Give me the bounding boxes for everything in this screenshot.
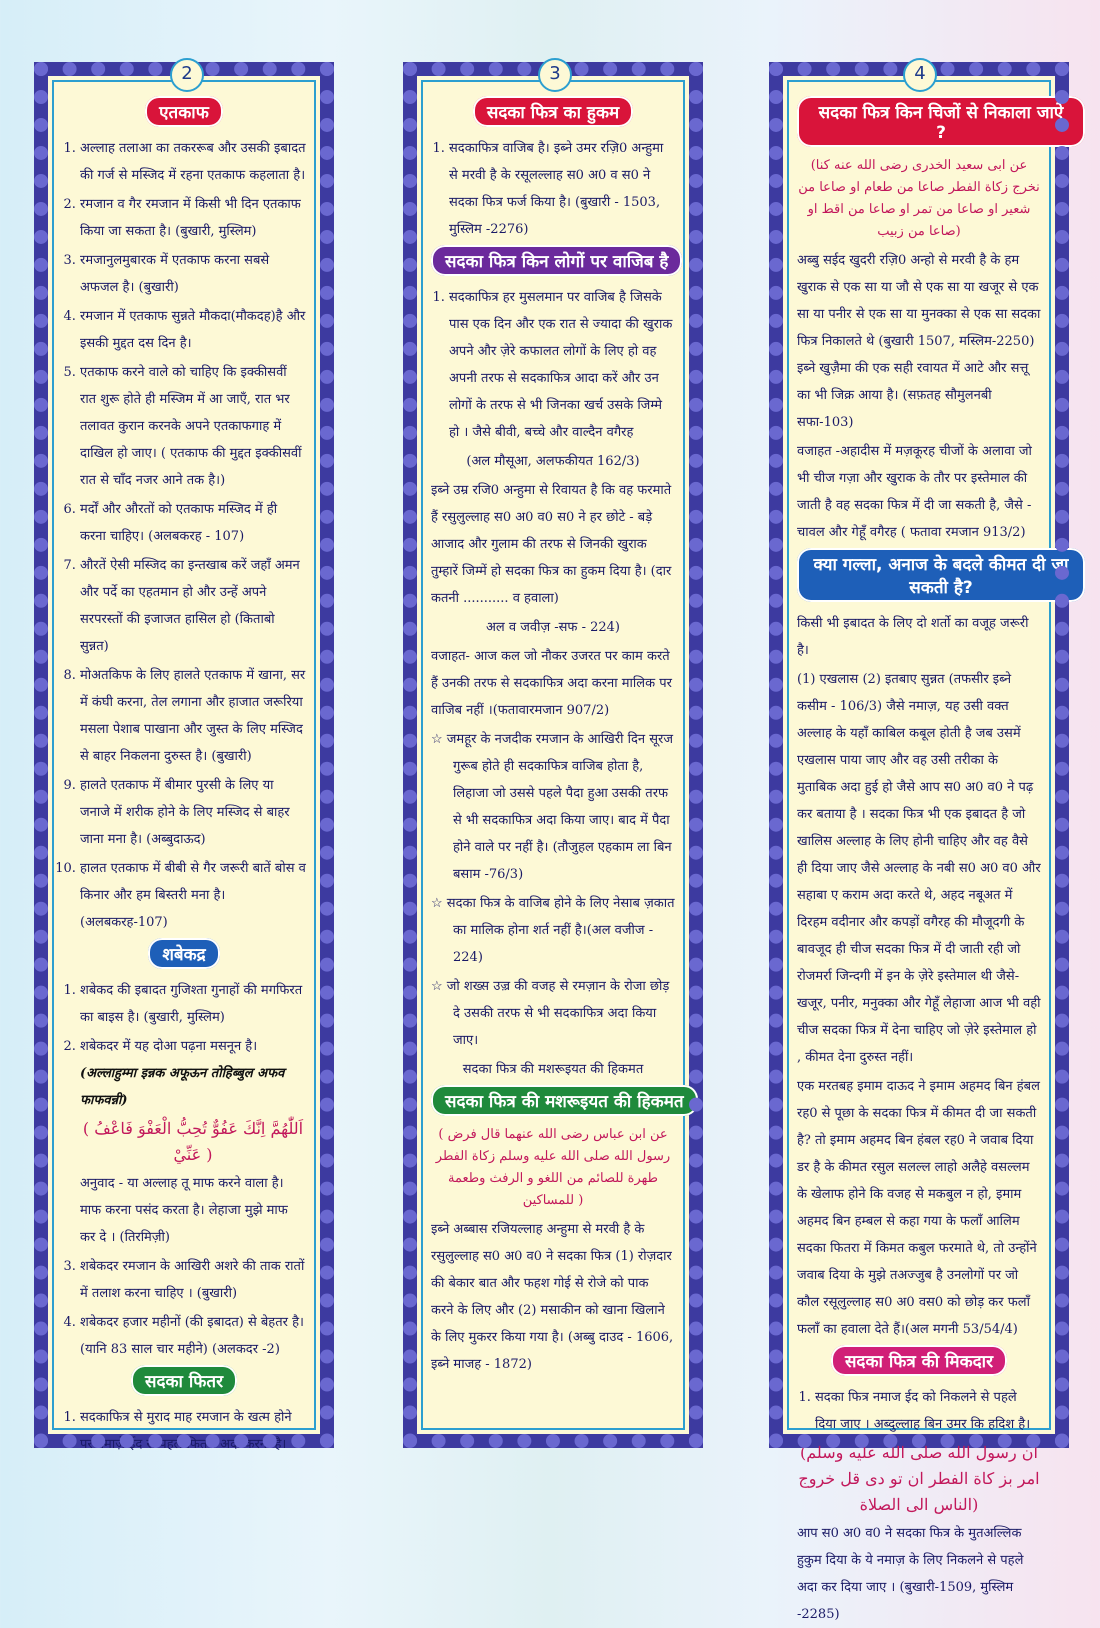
etekaf-list [62, 135, 306, 936]
paragraph: इब्ने उम्र रजि0 अन्हुमा से रिवायत है कि वह फरमाते हैं रसुलुल्लाह स0 अ0 व0 स0 ने हर छोटे - बड़े आजाद और गुलाम की तरफ से जिनकी खुराक तुम्हारें जिम्में हो सदका फित्र का हुकम दिया है। (दार कतनी ........... व हवाला) [431, 483, 672, 606]
hadith-arabic: (عن ابی سعید الخدری رضی الله عنه كنا نخرج زكاة الفطر صاعا من طعام او صاعا من شعير او صاعا من تمر او صاعا من اقط او صاعا من زبيب) [798, 158, 1040, 239]
paragraph: किसी भी इबादत के लिए दो शर्तो का वजूह जरूरी है। [797, 616, 1029, 658]
list-item: 4. शबेकदर हजार महीनों (की इबादत) से बेहतर है। (यानि 83 साल चार महीने) (अलकदर -2) [80, 1309, 306, 1363]
list-item: 1. अल्लाह तलाआ का तकररूब और उसकी इबादत की गर्ज से मस्जिद में रहना एतकाफ कहलाता है। [80, 135, 306, 189]
page-panel-4 [769, 62, 1069, 1622]
shabeqadr-list [62, 977, 306, 1363]
heading-miqdar: सदका फित्र की मिकदार [831, 1345, 1007, 1376]
page-number: 3 [538, 58, 572, 92]
paragraph: अब्बु सईद खुदरी रज़ि0 अन्हो से मरवी है के हम खुराक से एक सा या जौ से एक सा या खजूर से एक सा या पनीर से एक सा या मुनक्का से एक सा सदका फित्र निकालते थे (बुखारी 1507, मस्लिम-2250) इब्ने खुज़ैमा की एक सही रवायत में आटे और सत्तू का भी जिक्र आया है। (सफ़तह सौमुलनबी सफा-103) [797, 253, 1041, 430]
star-note: ☆ जमहूर के नजदीक रमजान के आखिरी दिन सूरज गुरूब होते ही सदकाफित्र वाजिब होता है, लिहाजा जो उससे पहले पैदा हुआ उसकी तरफ से भी सदकाफित्र अदा किया जाए। बाद में पैदा होने वाले पर नहीं है। (तौजुहल एहकाम ला बिन बसाम -76/3) [431, 732, 673, 882]
wajib-list [431, 284, 675, 446]
star-note: ☆ सदका फित्र के वाजिब होने के लिए नेसाब ज़कात का मालिक होना शर्त नहीं है।(अल वजीज - 224) [431, 896, 675, 965]
heading-hikmat: सदका फित्र की मशरूइयत की हिकमत [431, 1085, 698, 1116]
reference: अल व जवीज़ -सफ - 224) [485, 620, 620, 635]
list-item: 1. सदकाफित्र हर मुसलमान पर वाजिब है जिसके पास एक दिन और एक रात से ज्यादा की खुराक अपने और ज़ेरे कफालत लोगों के लिए हो वह अपनी तरफ से सदकाफित्र आदा करें और उन लोगों के तरफ से भी जिनका खर्च उसके जिम्मे हो । जैसे बीवी, बच्चे और वाल्दैन वगैरह [449, 284, 675, 446]
sadqa-list [62, 1404, 306, 1458]
heading-wajib: सदका फित्र किन लोगों पर वाजिब है [431, 245, 682, 276]
list-item: 1. सदका फित्र नमाज ईद को निकलने से पहले दिया जाए । अब्दुल्लाह बिन उमर कि हदिश है। [815, 1384, 1041, 1438]
dua-transliteration: (अल्लाहुम्मा इन्नक अफूऊन तोहिब्बुल अफव फाफवन्नी) [80, 1066, 285, 1108]
reference: (अल मौसूआ, अलफकीयत 162/3) [466, 454, 640, 469]
page-panel-3 [403, 62, 703, 1448]
list-item: 2. रमजान व गैर रमजान में किसी भी दिन एतकाफ किया जा सकता है। (बुखारी, मुस्लिम) [80, 191, 306, 245]
dua-arabic: ( اَللّٰهُمَّ اِنَّكَ عَفُوٌّ تُحِبُّ الْعَفْوَ فَاعْفُ عَنِّيْ ) [82, 1119, 304, 1164]
list-item: 1. सदकाफित्र से मुराद माह रमजान के खत्म होने पर नमाज़े ईद से पहले फितरा अदा करना है। [80, 1404, 306, 1458]
heading-shabeqadr: शबेकद्र [148, 938, 219, 969]
paragraph: वजाहत- आज कल जो नौकर उजरत पर काम करते हैं उनकी तरफ से सदकाफित्र अदा करना मालिक पर वाजिब नहीं ।(फतावारमजान 907/2) [431, 649, 672, 718]
list-item: 10. हालत एतकाफ में बीबी से गैर जरूरी बातें बोस व किनार और हम बिस्तरी मना है। (अलबकरह-107) [80, 855, 306, 936]
list-item: 3. शबेकदर रमजान के आखिरी अशरे की ताक रातों में तलाश करना चाहिए । (बुखारी) [80, 1253, 306, 1307]
page-number: 4 [903, 58, 937, 92]
list-item: 9. हालते एतकाफ में बीमार पुरसी के लिए या जनाजे में शरीक होने के लिए मस्जिद से बाहर जाना मना है। (अब्बुदाऊद) [80, 772, 306, 853]
miqdar-list [797, 1384, 1041, 1438]
star-note: ☆ जो शख्स उज़्र की वजह से रमज़ान के रोजा छोड़ दे उसकी तरफ से भी सदकाफित्र अदा किया जाए। [431, 979, 670, 1048]
heading-etekaf: एतकाफ [145, 96, 223, 127]
page-number: 2 [170, 58, 204, 92]
shab-item-text: शबेकदर में यह दोआ पढ़ना मसनून है। [80, 1039, 258, 1054]
hukm-list [431, 135, 675, 243]
paragraph: एक मरतबह इमाम दाऊद ने इमाम अहमद बिन हंबल रह0 से पूछा के सदका फित्र में कीमत दी जा सकती है? तो इमाम अहमद बिन हंबल रह0 ने जवाब दिया डर है के कीमत रसुल सलल्ल लाहो अलैहे वसल्लम के खेलाफ होने कि वजह से मकबुल न हो, इमाम अहमद बिन हम्बल से कहा गया के फलाँ आलिम सदका फितरा में किमत कबुल फरमाते थे, तो उन्होंने जवाब दिया के मुझे तअज्जुब है उनलोगों पर जो कौल रसूलुल्लाह स0 अ0 वस0 को छोड़ कर फलाँ फलाँ का हवाला देते हैं।(अल मगनी 53/54/4) [797, 1079, 1040, 1337]
list-item: 3. रमजानुलमुबारक में एतकाफ करना सबसे अफजल है। (बुखारी) [80, 247, 306, 301]
list-item: 1. सदकाफित्र वाजिब है। इब्ने उमर रज़ि0 अन्हुमा से मरवी है के रसूलल्लाह स0 अ0 व स0 ने सदका फित्र फर्ज किया है। (बुखारी - 1503, मुस्लिम -2276) [449, 135, 675, 243]
heading-cheez: सदका फित्र किन चिजों से निकाला जाऐ ? [797, 96, 1085, 147]
paragraph: (1) एखलास (2) इतबाए सुन्नत (तफसीर इब्ने कसीम - 106/3) जैसे नमाज़, यह उसी वक्त अल्लाह के यहाँ काबिल कबूल होती है जब उसमें एखलास पाया जाए और वह उसी तरीका के मुताबिक अदा हुई हो जैसे आप स0 अ0 व0 ने पढ़ कर बताया है । सदका फित्र भी एक इबादत है जो खालिस अल्लाह के लिए होनी चाहिए और वह वैसे ही दिया जाए जैसे अल्लाह के नबी स0 अ0 व0 और सहाबा ए कराम अदा करते थे, अहद नबूअत में दिरहम वदीनार और कपड़ों वगैरह की मौजूदगी के बावजूद ही चीज सदका फित्र में दी जाती रही जो रोजमर्रा जिन्दगी में इन के ज़ेरे इस्तेमाल थी जैसे- खजूर, पनीर, मनुक्का और गेहूँ लेहाजा आज भी वही चीज सदका फित्र में देना चाहिए जो ज़ेरे इस्तेमाल हो , कीमत देना दुरुस्त नहीं। [797, 672, 1041, 1065]
list-item: 5. एतकाफ करने वाले को चाहिए कि इक्कीसवीं रात शुरू होते ही मस्जिम में आ जाएँ, रात भर तलावत कुरान करनके अपने एतकाफगाह में दाखिल हो जाए। ( एतकाफ की मुद्दत इक्कीसवीं रात से चाँद नजर आने तक है।) [80, 359, 306, 494]
paragraph: इब्ने अब्बास रजियल्लाह अन्हुमा से मरवी है के रसुलुल्लाह स0 अ0 व0 ने सदका फित्र (1) रोज़दार की बेकार बात और फहश गोई से रोजे को पाक करने के लिए और (2) मसाकीन को खाना खिलाने के लिए मुकरर किया गया है। (अब्बु दाउद - 1606, इब्ने माजह - 1872) [431, 1222, 674, 1372]
heading-qeemat: क्या गल्ला, अनाज के बदले कीमत दी जा सकती है? [797, 548, 1085, 602]
hadith-arabic: (ان رسول الله صلی الله علیه وسلم امر بز كاة الفطر ان تو دى قل خروج الناس الى الصلاة) [798, 1443, 1040, 1514]
dua-meaning: अनुवाद - या अल्लाह तू माफ करने वाला है। माफ करना पसंद करता है। लेहाजा मुझे माफ कर दे । (तिरमिज़ी) [80, 1176, 288, 1245]
page-panel-2 [34, 62, 334, 1452]
heading-hukm: सदका फित्र का हुकम [473, 96, 633, 127]
paragraph: आप स0 अ0 व0 ने सदका फित्र के मुतअल्लिक हुकुम दिया के ये नमाज़ के लिए निकलने से पहले अदा कर दिया जाए । (बुखारी-1509, मुस्लिम -2285) [797, 1526, 1024, 1622]
heading-sadqa-fitar: सदका फितर [131, 1365, 237, 1396]
list-item: 1. शबेकद की इबादत गुजिश्ता गुनाहों की मगफिरत का बाइस है। (बुखारी, मुस्लिम) [80, 977, 306, 1031]
list-item: 4. रमजान में एतकाफ सुन्नते मौकदा(मौकदह)है और इसकी मुद्दत दस दिन है। [80, 303, 306, 357]
list-item: 7. औरतें ऐसी मस्जिद का इन्तखाब करें जहाँ अमन और पर्दे का एहतमान हो और उन्हें अपने सरपरस्तों की इजाजत हासिल हो (किताबो सुन्नत) [80, 552, 306, 660]
subheading-text: सदका फित्र की मशरूइयत की हिकमत [462, 1062, 644, 1077]
list-item [80, 1033, 306, 1251]
paragraph: वजाहत -अहादीस में मज़कूरह चीजों के अलावा जो भी चीज गज़ा और खुराक के तौर पर इस्तेमाल की जाती है वह सदका फित्र में दी जा सकती है, जैसे - चावल और गेहूँ वगैरह ( फतावा रमजान 913/2) [797, 444, 1032, 540]
list-item: 8. मोअतकिफ के लिए हालते एतकाफ में खाना, सर में कंघी करना, तेल लगाना और हाजात जरूरिया मसला पेशाब पाखाना और जुस्त के लिए मस्जिद से बाहर निकलना दुरुस्त है। (बुखारी) [80, 662, 306, 770]
list-item: 6. मर्दों और औरतों को एतकाफ मस्जिद में ही करना चाहिए। (अलबकरह - 107) [80, 496, 306, 550]
hadith-arabic: ( عن ابن عباس رضی الله عنهما قال فرض رسول الله صلی الله علیه وسلم زکاة الفطر طهرة للصائم من اللغو و الرفث وطعمة للمساكين ) [435, 1127, 671, 1208]
